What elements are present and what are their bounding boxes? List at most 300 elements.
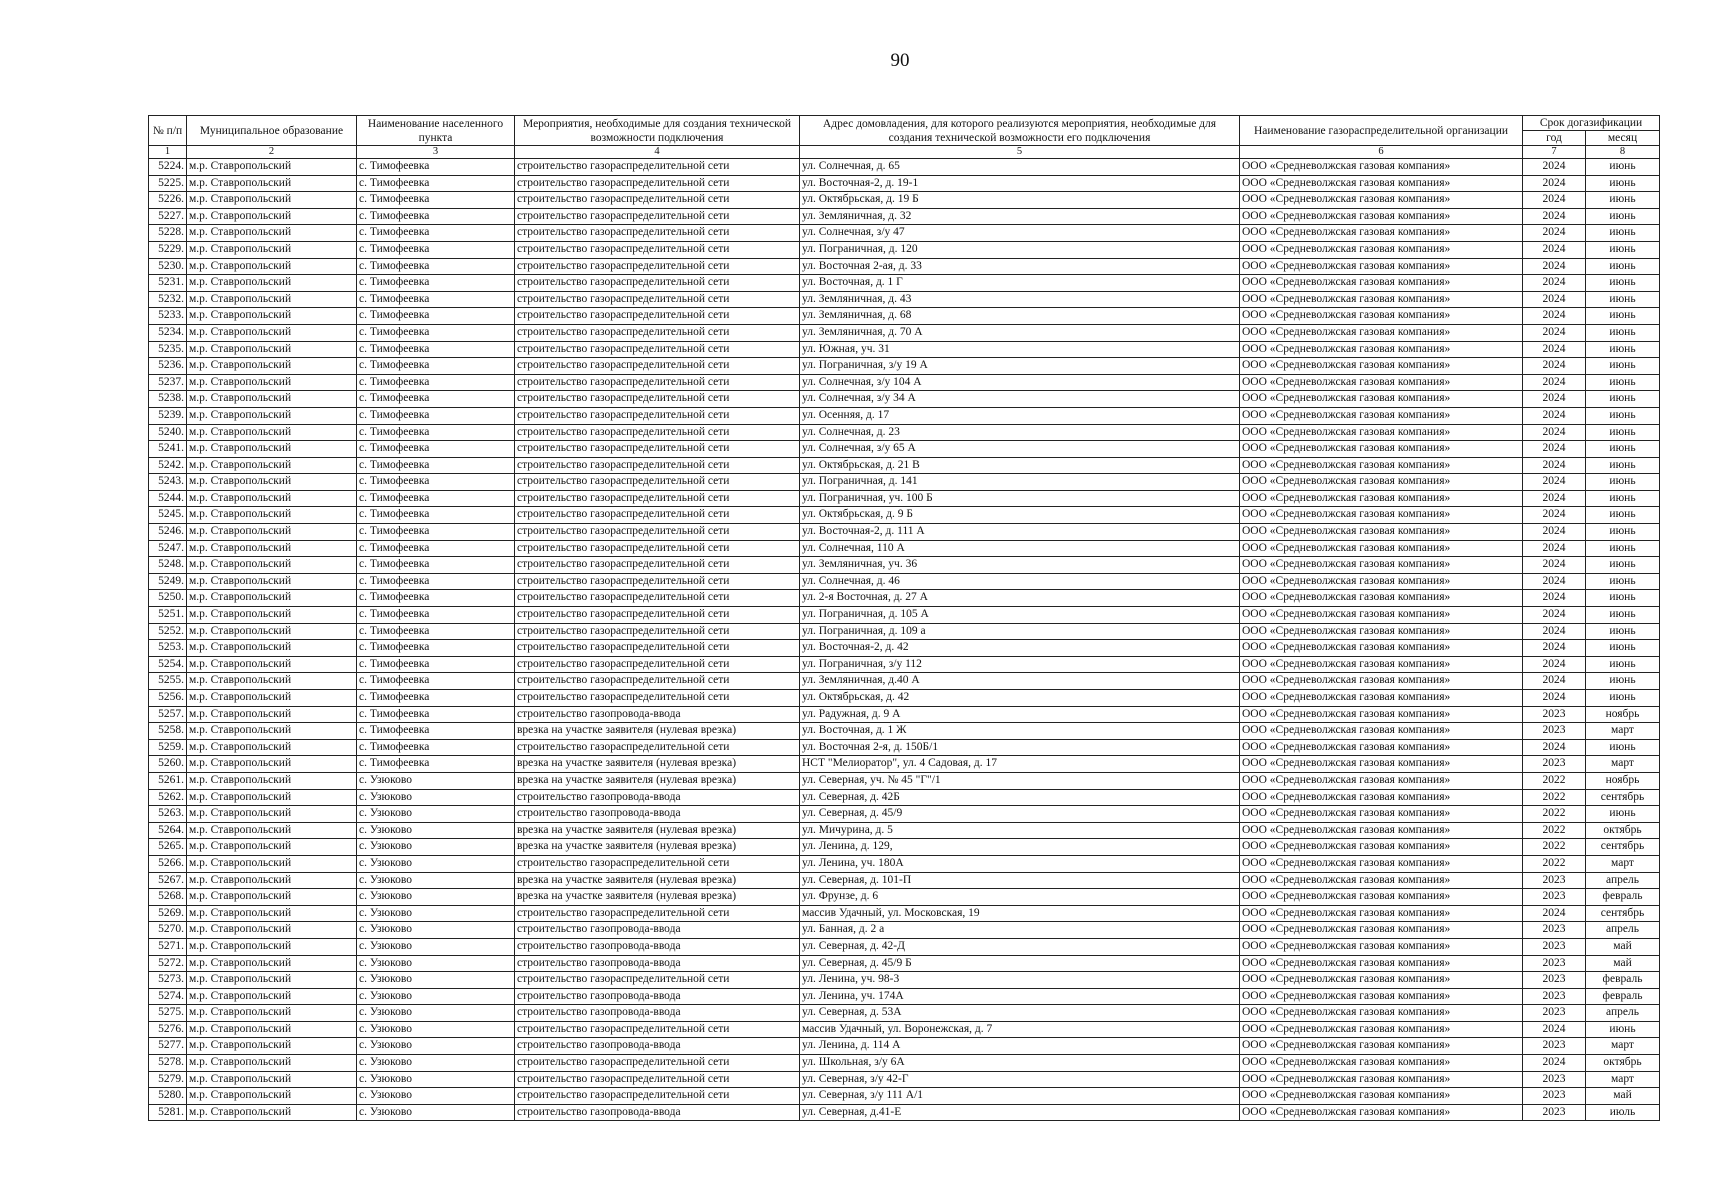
month-cell: июнь: [1586, 590, 1660, 607]
gas-org-cell: ООО «Средневолжская газовая компания»: [1240, 424, 1523, 441]
address-cell: ул. 2-я Восточная, д. 27 А: [800, 590, 1240, 607]
settlement-cell: с. Тимофеевка: [357, 573, 515, 590]
table-row: [149, 938, 1660, 955]
measure-cell: строительство газораспределительной сети: [515, 673, 800, 690]
municipality-cell: м.р. Ставропольский: [187, 441, 357, 458]
address-cell: ул. Восточная-2, д. 42: [800, 640, 1240, 657]
row-number: 5265.: [149, 839, 187, 856]
header-gas-org: Наименование газораспределительной организации: [1240, 116, 1523, 146]
table-row: [149, 1104, 1660, 1121]
measure-cell: строительство газораспределительной сети: [515, 739, 800, 756]
settlement-cell: с. Узюково: [357, 955, 515, 972]
row-number: 5268.: [149, 889, 187, 906]
table-row: [149, 1055, 1660, 1072]
month-cell: июль: [1586, 1104, 1660, 1121]
year-cell: 2024: [1523, 324, 1586, 341]
year-cell: 2024: [1523, 424, 1586, 441]
settlement-cell: с. Тимофеевка: [357, 341, 515, 358]
measure-cell: строительство газораспределительной сети: [515, 175, 800, 192]
table-row: [149, 573, 1660, 590]
address-cell: ул. Солнечная, д. 65: [800, 159, 1240, 176]
measure-cell: строительство газопровода-ввода: [515, 955, 800, 972]
year-cell: 2024: [1523, 474, 1586, 491]
settlement-cell: с. Тимофеевка: [357, 258, 515, 275]
settlement-cell: с. Тимофеевка: [357, 756, 515, 773]
table-row: [149, 557, 1660, 574]
address-cell: ул. Ленина, д. 114 А: [800, 1038, 1240, 1055]
page-number: 90: [890, 50, 910, 71]
municipality-cell: м.р. Ставропольский: [187, 490, 357, 507]
table-row: [149, 1021, 1660, 1038]
address-cell: НСТ "Мелиоратор", ул. 4 Садовая, д. 17: [800, 756, 1240, 773]
gas-org-cell: ООО «Средневолжская газовая компания»: [1240, 723, 1523, 740]
row-number: 5280.: [149, 1088, 187, 1105]
settlement-cell: с. Тимофеевка: [357, 324, 515, 341]
month-cell: февраль: [1586, 988, 1660, 1005]
table-row: [149, 988, 1660, 1005]
municipality-cell: м.р. Ставропольский: [187, 573, 357, 590]
month-cell: июнь: [1586, 391, 1660, 408]
measure-cell: строительство газораспределительной сети: [515, 192, 800, 209]
settlement-cell: с. Узюково: [357, 1005, 515, 1022]
measure-cell: строительство газораспределительной сети: [515, 258, 800, 275]
settlement-cell: с. Тимофеевка: [357, 374, 515, 391]
column-index: 7: [1523, 146, 1586, 159]
table-row: [149, 723, 1660, 740]
settlement-cell: с. Тимофеевка: [357, 275, 515, 292]
month-cell: июнь: [1586, 407, 1660, 424]
measure-cell: строительство газораспределительной сети: [515, 905, 800, 922]
settlement-cell: с. Тимофеевка: [357, 358, 515, 375]
municipality-cell: м.р. Ставропольский: [187, 1038, 357, 1055]
settlement-cell: с. Узюково: [357, 1021, 515, 1038]
month-cell: июнь: [1586, 690, 1660, 707]
address-cell: ул. Северная, д.41-Е: [800, 1104, 1240, 1121]
month-cell: июнь: [1586, 640, 1660, 657]
month-cell: июнь: [1586, 374, 1660, 391]
measure-cell: строительство газораспределительной сети: [515, 291, 800, 308]
settlement-cell: с. Тимофеевка: [357, 208, 515, 225]
row-number: 5259.: [149, 739, 187, 756]
table-row: [149, 706, 1660, 723]
measure-cell: строительство газораспределительной сети: [515, 1021, 800, 1038]
month-cell: май: [1586, 938, 1660, 955]
settlement-cell: с. Узюково: [357, 905, 515, 922]
gas-org-cell: ООО «Средневолжская газовая компания»: [1240, 1071, 1523, 1088]
municipality-cell: м.р. Ставропольский: [187, 374, 357, 391]
measure-cell: строительство газораспределительной сети: [515, 490, 800, 507]
measure-cell: строительство газораспределительной сети: [515, 407, 800, 424]
header-address: Адрес домовладения, для которого реализуются мероприятия, необходимые для создания технической возможности его подключения: [800, 116, 1240, 146]
municipality-cell: м.р. Ставропольский: [187, 1104, 357, 1121]
table-row: [149, 656, 1660, 673]
gas-org-cell: ООО «Средневолжская газовая компания»: [1240, 441, 1523, 458]
address-cell: ул. Северная, д. 101-П: [800, 872, 1240, 889]
row-number: 5234.: [149, 324, 187, 341]
address-cell: ул. Земляничная, д. 68: [800, 308, 1240, 325]
row-number: 5266.: [149, 855, 187, 872]
measure-cell: строительство газораспределительной сети: [515, 1055, 800, 1072]
measure-cell: строительство газораспределительной сети: [515, 507, 800, 524]
year-cell: 2023: [1523, 938, 1586, 955]
column-index: 4: [515, 146, 800, 159]
gas-org-cell: ООО «Средневолжская газовая компания»: [1240, 806, 1523, 823]
month-cell: июнь: [1586, 490, 1660, 507]
settlement-cell: с. Узюково: [357, 1104, 515, 1121]
year-cell: 2022: [1523, 839, 1586, 856]
measure-cell: строительство газораспределительной сети: [515, 441, 800, 458]
table-row: [149, 358, 1660, 375]
column-index: 8: [1586, 146, 1660, 159]
municipality-cell: м.р. Ставропольский: [187, 889, 357, 906]
year-cell: 2023: [1523, 756, 1586, 773]
year-cell: 2023: [1523, 889, 1586, 906]
measure-cell: строительство газопровода-ввода: [515, 988, 800, 1005]
gas-org-cell: ООО «Средневолжская газовая компания»: [1240, 308, 1523, 325]
gas-org-cell: ООО «Средневолжская газовая компания»: [1240, 739, 1523, 756]
settlement-cell: с. Узюково: [357, 1055, 515, 1072]
address-cell: ул. Ленина, д. 129,: [800, 839, 1240, 856]
municipality-cell: м.р. Ставропольский: [187, 673, 357, 690]
settlement-cell: с. Узюково: [357, 1071, 515, 1088]
municipality-cell: м.р. Ставропольский: [187, 972, 357, 989]
year-cell: 2023: [1523, 955, 1586, 972]
address-cell: ул. Восточная, д. 1 Г: [800, 275, 1240, 292]
table-row: [149, 540, 1660, 557]
year-cell: 2024: [1523, 590, 1586, 607]
measure-cell: строительство газораспределительной сети: [515, 159, 800, 176]
year-cell: 2022: [1523, 822, 1586, 839]
table-row: [149, 690, 1660, 707]
municipality-cell: м.р. Ставропольский: [187, 424, 357, 441]
settlement-cell: с. Тимофеевка: [357, 690, 515, 707]
year-cell: 2024: [1523, 507, 1586, 524]
measure-cell: строительство газопровода-ввода: [515, 922, 800, 939]
row-number: 5233.: [149, 308, 187, 325]
settlement-cell: с. Тимофеевка: [357, 441, 515, 458]
table-row: [149, 839, 1660, 856]
settlement-cell: с. Узюково: [357, 988, 515, 1005]
address-cell: ул. Октябрьская, д. 42: [800, 690, 1240, 707]
measure-cell: строительство газораспределительной сети: [515, 308, 800, 325]
table-row: [149, 789, 1660, 806]
row-number: 5248.: [149, 557, 187, 574]
address-cell: ул. Пограничная, д. 141: [800, 474, 1240, 491]
address-cell: ул. Солнечная, 110 А: [800, 540, 1240, 557]
month-cell: апрель: [1586, 872, 1660, 889]
year-cell: 2024: [1523, 225, 1586, 242]
month-cell: июнь: [1586, 275, 1660, 292]
month-cell: февраль: [1586, 889, 1660, 906]
year-cell: 2023: [1523, 922, 1586, 939]
table-row: [149, 391, 1660, 408]
year-cell: 2024: [1523, 407, 1586, 424]
year-cell: 2024: [1523, 690, 1586, 707]
address-cell: ул. Осенняя, д. 17: [800, 407, 1240, 424]
gas-org-cell: ООО «Средневолжская газовая компания»: [1240, 507, 1523, 524]
gas-org-cell: ООО «Средневолжская газовая компания»: [1240, 192, 1523, 209]
month-cell: май: [1586, 1088, 1660, 1105]
municipality-cell: м.р. Ставропольский: [187, 855, 357, 872]
gas-org-cell: ООО «Средневолжская газовая компания»: [1240, 1038, 1523, 1055]
measure-cell: строительство газопровода-ввода: [515, 789, 800, 806]
municipality-cell: м.р. Ставропольский: [187, 922, 357, 939]
settlement-cell: с. Узюково: [357, 872, 515, 889]
measure-cell: строительство газораспределительной сети: [515, 573, 800, 590]
month-cell: октябрь: [1586, 822, 1660, 839]
gas-org-cell: ООО «Средневолжская газовая компания»: [1240, 690, 1523, 707]
month-cell: ноябрь: [1586, 706, 1660, 723]
municipality-cell: м.р. Ставропольский: [187, 474, 357, 491]
row-number: 5278.: [149, 1055, 187, 1072]
address-cell: ул. Октябрьская, д. 21 В: [800, 457, 1240, 474]
municipality-cell: м.р. Ставропольский: [187, 623, 357, 640]
table-row: [149, 1088, 1660, 1105]
table-row: [149, 341, 1660, 358]
settlement-cell: с. Узюково: [357, 972, 515, 989]
table-row: [149, 972, 1660, 989]
municipality-cell: м.р. Ставропольский: [187, 772, 357, 789]
row-number: 5249.: [149, 573, 187, 590]
address-cell: ул. Земляничная, д.40 А: [800, 673, 1240, 690]
year-cell: 2024: [1523, 607, 1586, 624]
address-cell: ул. Пограничная, з/у 112: [800, 656, 1240, 673]
table-row: [149, 1005, 1660, 1022]
settlement-cell: с. Тимофеевка: [357, 391, 515, 408]
row-number: 5273.: [149, 972, 187, 989]
settlement-cell: с. Тимофеевка: [357, 623, 515, 640]
table-row: [149, 208, 1660, 225]
gas-org-cell: ООО «Средневолжская газовая компания»: [1240, 1055, 1523, 1072]
measure-cell: строительство газораспределительной сети: [515, 607, 800, 624]
municipality-cell: м.р. Ставропольский: [187, 291, 357, 308]
gas-org-cell: ООО «Средневолжская газовая компания»: [1240, 391, 1523, 408]
address-cell: ул. Солнечная, з/у 47: [800, 225, 1240, 242]
month-cell: июнь: [1586, 308, 1660, 325]
gas-org-cell: ООО «Средневолжская газовая компания»: [1240, 656, 1523, 673]
year-cell: 2023: [1523, 706, 1586, 723]
settlement-cell: с. Узюково: [357, 938, 515, 955]
municipality-cell: м.р. Ставропольский: [187, 955, 357, 972]
measure-cell: строительство газораспределительной сети: [515, 374, 800, 391]
table-row: [149, 275, 1660, 292]
row-number: 5225.: [149, 175, 187, 192]
measure-cell: строительство газораспределительной сети: [515, 457, 800, 474]
column-index-row: [149, 146, 1660, 159]
gas-org-cell: ООО «Средневолжская газовая компания»: [1240, 573, 1523, 590]
gas-org-cell: ООО «Средневолжская газовая компания»: [1240, 474, 1523, 491]
address-cell: ул. Пограничная, з/у 19 А: [800, 358, 1240, 375]
measure-cell: врезка на участке заявителя (нулевая врезка): [515, 822, 800, 839]
gas-org-cell: ООО «Средневолжская газовая компания»: [1240, 324, 1523, 341]
row-number: 5256.: [149, 690, 187, 707]
address-cell: ул. Земляничная, д. 43: [800, 291, 1240, 308]
address-cell: ул. Северная, уч. № 45 "Г"/1: [800, 772, 1240, 789]
municipality-cell: м.р. Ставропольский: [187, 739, 357, 756]
header-deadline: Срок догазификации: [1523, 116, 1660, 131]
measure-cell: строительство газораспределительной сети: [515, 540, 800, 557]
address-cell: ул. Банная, д. 2 а: [800, 922, 1240, 939]
table-row: [149, 640, 1660, 657]
row-number: 5269.: [149, 905, 187, 922]
month-cell: июнь: [1586, 557, 1660, 574]
year-cell: 2024: [1523, 457, 1586, 474]
settlement-cell: с. Узюково: [357, 772, 515, 789]
year-cell: 2024: [1523, 573, 1586, 590]
month-cell: апрель: [1586, 1005, 1660, 1022]
address-cell: ул. Земляничная, уч. 36: [800, 557, 1240, 574]
row-number: 5236.: [149, 358, 187, 375]
gas-org-cell: ООО «Средневолжская газовая компания»: [1240, 557, 1523, 574]
gas-org-cell: ООО «Средневолжская газовая компания»: [1240, 938, 1523, 955]
settlement-cell: с. Тимофеевка: [357, 739, 515, 756]
row-number: 5229.: [149, 241, 187, 258]
month-cell: июнь: [1586, 540, 1660, 557]
measure-cell: строительство газораспределительной сети: [515, 640, 800, 657]
gas-org-cell: ООО «Средневолжская газовая компания»: [1240, 839, 1523, 856]
address-cell: ул. Северная, д. 42-Д: [800, 938, 1240, 955]
table-row: [149, 822, 1660, 839]
settlement-cell: с. Тимофеевка: [357, 723, 515, 740]
row-number: 5228.: [149, 225, 187, 242]
table-row: [149, 955, 1660, 972]
measure-cell: строительство газораспределительной сети: [515, 656, 800, 673]
address-cell: ул. Северная, з/у 42-Г: [800, 1071, 1240, 1088]
table-row: [149, 490, 1660, 507]
month-cell: сентябрь: [1586, 905, 1660, 922]
year-cell: 2024: [1523, 291, 1586, 308]
measure-cell: строительство газораспределительной сети: [515, 623, 800, 640]
measure-cell: строительство газораспределительной сети: [515, 557, 800, 574]
gas-org-cell: ООО «Средневолжская газовая компания»: [1240, 225, 1523, 242]
municipality-cell: м.р. Ставропольский: [187, 756, 357, 773]
measure-cell: строительство газораспределительной сети: [515, 474, 800, 491]
table-row: [149, 291, 1660, 308]
address-cell: ул. Фрунзе, д. 6: [800, 889, 1240, 906]
municipality-cell: м.р. Ставропольский: [187, 1005, 357, 1022]
table-row: [149, 905, 1660, 922]
month-cell: февраль: [1586, 972, 1660, 989]
settlement-cell: с. Тимофеевка: [357, 590, 515, 607]
table-row: [149, 889, 1660, 906]
address-cell: ул. Восточная-2, д. 19-1: [800, 175, 1240, 192]
table-row: [149, 324, 1660, 341]
address-cell: ул. Солнечная, з/у 65 А: [800, 441, 1240, 458]
settlement-cell: с. Тимофеевка: [357, 507, 515, 524]
year-cell: 2024: [1523, 308, 1586, 325]
municipality-cell: м.р. Ставропольский: [187, 258, 357, 275]
municipality-cell: м.р. Ставропольский: [187, 1055, 357, 1072]
table-row: [149, 308, 1660, 325]
month-cell: июнь: [1586, 739, 1660, 756]
settlement-cell: с. Узюково: [357, 1088, 515, 1105]
address-cell: ул. Солнечная, д. 23: [800, 424, 1240, 441]
municipality-cell: м.р. Ставропольский: [187, 524, 357, 541]
municipality-cell: м.р. Ставропольский: [187, 358, 357, 375]
table-row: [149, 159, 1660, 176]
year-cell: 2023: [1523, 1038, 1586, 1055]
row-number: 5242.: [149, 457, 187, 474]
month-cell: сентябрь: [1586, 839, 1660, 856]
address-cell: ул. Солнечная, з/у 104 А: [800, 374, 1240, 391]
gas-org-cell: ООО «Средневолжская газовая компания»: [1240, 922, 1523, 939]
settlement-cell: с. Тимофеевка: [357, 540, 515, 557]
month-cell: июнь: [1586, 507, 1660, 524]
row-number: 5275.: [149, 1005, 187, 1022]
year-cell: 2024: [1523, 1055, 1586, 1072]
gas-org-cell: ООО «Средневолжская газовая компания»: [1240, 175, 1523, 192]
table-row: [149, 507, 1660, 524]
address-cell: ул. Земляничная, д. 32: [800, 208, 1240, 225]
measure-cell: строительство газораспределительной сети: [515, 225, 800, 242]
measure-cell: строительство газораспределительной сети: [515, 1071, 800, 1088]
row-number: 5257.: [149, 706, 187, 723]
settlement-cell: с. Тимофеевка: [357, 308, 515, 325]
row-number: 5272.: [149, 955, 187, 972]
measure-cell: строительство газораспределительной сети: [515, 358, 800, 375]
settlement-cell: с. Тимофеевка: [357, 291, 515, 308]
municipality-cell: м.р. Ставропольский: [187, 225, 357, 242]
measure-cell: строительство газораспределительной сети: [515, 1088, 800, 1105]
year-cell: 2024: [1523, 341, 1586, 358]
address-cell: ул. Северная, д. 45/9 Б: [800, 955, 1240, 972]
table-row: [149, 607, 1660, 624]
row-number: 5247.: [149, 540, 187, 557]
municipality-cell: м.р. Ставропольский: [187, 407, 357, 424]
gas-org-cell: ООО «Средневолжская газовая компания»: [1240, 623, 1523, 640]
year-cell: 2024: [1523, 524, 1586, 541]
month-cell: июнь: [1586, 474, 1660, 491]
table-row: [149, 590, 1660, 607]
gas-org-cell: ООО «Средневолжская газовая компания»: [1240, 905, 1523, 922]
measure-cell: врезка на участке заявителя (нулевая врезка): [515, 756, 800, 773]
month-cell: июнь: [1586, 424, 1660, 441]
address-cell: ул. Школьная, з/у 6А: [800, 1055, 1240, 1072]
gas-org-cell: ООО «Средневолжская газовая компания»: [1240, 258, 1523, 275]
month-cell: июнь: [1586, 241, 1660, 258]
gas-org-cell: ООО «Средневолжская газовая компания»: [1240, 1104, 1523, 1121]
month-cell: июнь: [1586, 341, 1660, 358]
measure-cell: строительство газораспределительной сети: [515, 391, 800, 408]
gas-org-cell: ООО «Средневолжская газовая компания»: [1240, 358, 1523, 375]
row-number: 5262.: [149, 789, 187, 806]
row-number: 5264.: [149, 822, 187, 839]
row-number: 5263.: [149, 806, 187, 823]
municipality-cell: м.р. Ставропольский: [187, 540, 357, 557]
gas-org-cell: ООО «Средневолжская газовая компания»: [1240, 889, 1523, 906]
gas-org-cell: ООО «Средневолжская газовая компания»: [1240, 241, 1523, 258]
row-number: 5271.: [149, 938, 187, 955]
month-cell: июнь: [1586, 623, 1660, 640]
row-number: 5250.: [149, 590, 187, 607]
gas-org-cell: ООО «Средневолжская газовая компания»: [1240, 673, 1523, 690]
gas-org-cell: ООО «Средневолжская газовая компания»: [1240, 490, 1523, 507]
year-cell: 2024: [1523, 490, 1586, 507]
gas-org-cell: ООО «Средневолжская газовая компания»: [1240, 955, 1523, 972]
year-cell: 2023: [1523, 1088, 1586, 1105]
year-cell: 2022: [1523, 855, 1586, 872]
column-index: 3: [357, 146, 515, 159]
table-row: [149, 258, 1660, 275]
month-cell: июнь: [1586, 607, 1660, 624]
gas-org-cell: ООО «Средневолжская газовая компания»: [1240, 540, 1523, 557]
year-cell: 2023: [1523, 723, 1586, 740]
year-cell: 2023: [1523, 1071, 1586, 1088]
row-number: 5245.: [149, 507, 187, 524]
address-cell: ул. Ленина, уч. 180А: [800, 855, 1240, 872]
year-cell: 2024: [1523, 391, 1586, 408]
table-row: [149, 524, 1660, 541]
